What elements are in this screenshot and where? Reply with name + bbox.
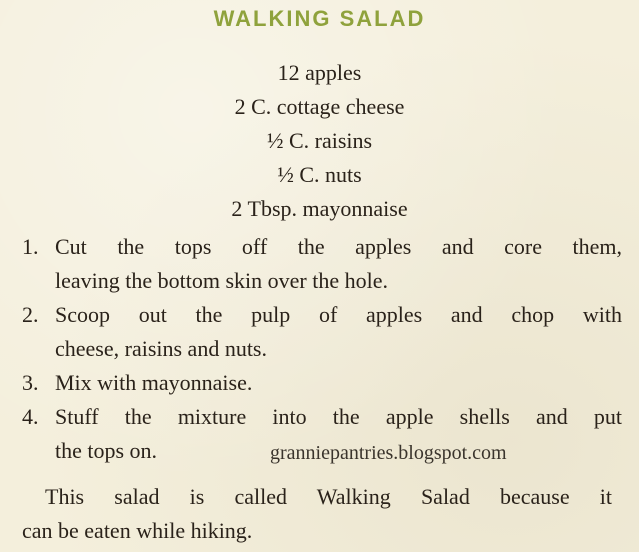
note-line: This salad is called Walking Salad because it [45,484,612,509]
ingredient-item: 2 C. cottage cheese [234,94,405,119]
note-line: can be eaten while hiking. [22,518,253,543]
step-text-line: leaving the bottom skin over the hole. [55,268,388,293]
step-text-line: Cut the tops off the apples and core them, [55,234,622,259]
step-item [22,366,622,400]
step-number: 1. [22,234,39,259]
step-number: 3. [22,370,39,395]
ingredient-item: ½ C. raisins [266,128,373,153]
ingredient-item: ½ C. nuts [277,162,362,187]
step-item [22,230,622,298]
recipe-note [22,480,612,548]
ingredient-item: 12 apples [277,60,362,85]
ingredient-item: 2 Tbsp. mayonnaise [231,196,408,221]
step-text-line: Scoop out the pulp of apples and chop with [55,302,622,327]
step-number: 4. [22,404,39,429]
blog-watermark: granniepantries.blogspot.com [270,442,507,464]
step-text-line: Stuff the mixture into the apple shells and put [55,404,622,429]
recipe-title: WALKING SALAD [213,6,426,31]
step-text-line: Mix with mayonnaise. [55,370,253,395]
step-item [22,298,622,366]
step-list [22,230,622,468]
step-text-line: cheese, raisins and nuts. [55,336,267,361]
step-text-line: the tops on. [55,438,158,463]
ingredient-list [0,56,639,226]
step-number: 2. [22,302,39,327]
